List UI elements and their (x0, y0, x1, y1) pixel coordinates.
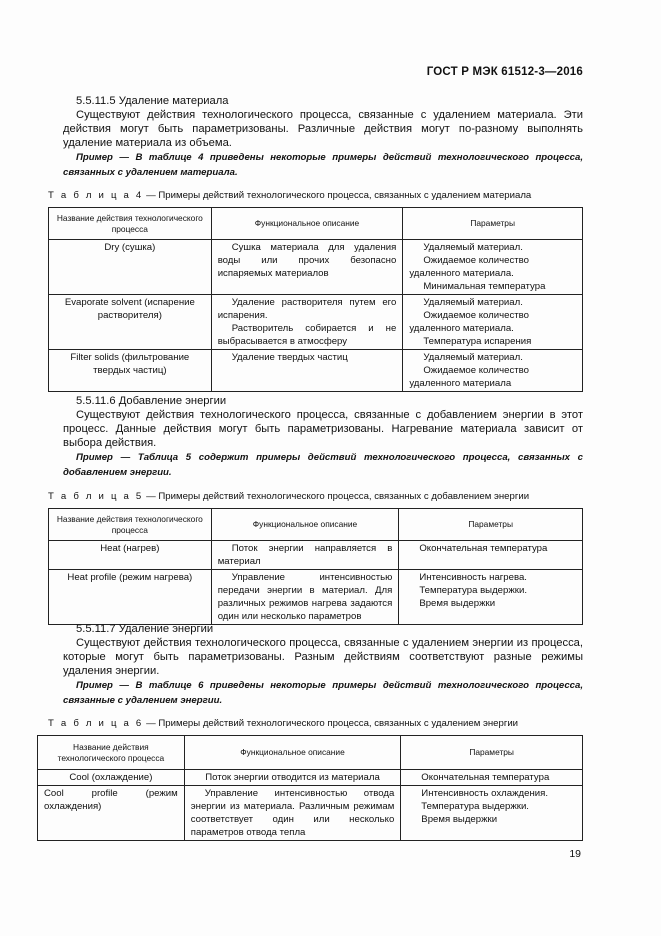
table-row (38, 770, 583, 786)
action-name-cell: Heat (нагрев) (49, 541, 212, 570)
parameters-cell: Окончательная температура (401, 770, 583, 786)
table-4-caption (48, 190, 588, 201)
action-name-cell: Heat profile (режим нагрева) (49, 570, 212, 625)
action-name-cell: Evaporate solvent (испарение растворителя) (49, 295, 212, 350)
description-cell: Удаление твердых частиц (211, 350, 403, 392)
table-4-caption-text: — Примеры действий технологического процесса, связанных с удалением материала (143, 190, 532, 201)
table-header-cell: Функциональное описание (211, 509, 399, 541)
description-cell: Поток энергии направляется в материал (211, 541, 399, 570)
section-paragraph-energy-addition: Существуют действия технологического процесса, связанные с добавлением энергии в этот процесс. Данные действия могут быть параметризованы. Нагревание материала зависит от выбора действия. (63, 409, 583, 449)
table-header-row (49, 208, 583, 240)
table-5 (48, 508, 583, 625)
example-note-table-6: Пример — В таблице 6 приведены некоторые примеры действий технологического процесса, связанные с удалением энергии. (63, 680, 583, 706)
parameters-cell: Интенсивность нагрева. Температура выдержки. Время выдержки (399, 570, 583, 625)
section-heading-energy-addition: 5.5.11.6 Добавление энергии (76, 395, 227, 407)
section-heading-energy-removal: 5.5.11.7 Удаление энергии (76, 623, 214, 635)
table-header-row (49, 509, 583, 541)
table-header-cell: Параметры (403, 208, 583, 240)
table-header-cell: Название действия технологического процесса (38, 736, 185, 770)
example-note-table-4: Пример — В таблице 4 приведены некоторые примеры действий технологического процесса, связанных с удалением материала. (63, 152, 583, 178)
example-note-table-5: Пример — Таблица 5 содержит примеры действий технологического процесса, связанных с добавлением энергии. (63, 452, 583, 478)
table-header-cell: Название действия технологического процесса (49, 509, 212, 541)
table-5-caption-label: Т а б л и ц а 5 (48, 491, 144, 502)
action-name-cell: Filter solids (фильтрование твердых частиц) (49, 350, 212, 392)
document-header-id: ГОСТ Р МЭК 61512-3—2016 (426, 66, 583, 78)
description-cell: Удаление растворителя путем его испарения. Растворитель собирается и не выбрасывается в атмосферу (211, 295, 403, 350)
description-cell: Управление интенсивностью передачи энергии в материал. Для различных режимов нагрева задаются один или несколько параметров (211, 570, 399, 625)
table-6-caption-label: Т а б л и ц а 6 (48, 718, 144, 729)
table-header-cell: Название действия технологического процесса (49, 208, 212, 240)
table-header-cell: Функциональное описание (211, 208, 403, 240)
description-cell: Сушка материала для удаления воды или прочих безопасно испаряемых материалов (211, 240, 403, 295)
parameters-cell: Интенсивность охлаждения. Температура выдержки. Время выдержки (401, 786, 583, 841)
section-paragraph-material-removal: Существуют действия технологического процесса, связанные с удалением материала. Эти действия могут быть параметризованы. Различные действия могут по-разному выполнять удаление материала из объема. (63, 109, 583, 149)
table-row (38, 786, 583, 841)
parameters-cell: Окончательная температура (399, 541, 583, 570)
table-5-caption (48, 491, 588, 502)
table-row (49, 350, 583, 392)
table-header-row (38, 736, 583, 770)
table-row (49, 295, 583, 350)
table-header-cell: Параметры (401, 736, 583, 770)
description-cell: Управление интенсивностью отвода энергии из материала. Различным режимам соответствует один или несколько параметров отвода тепла (184, 786, 401, 841)
action-name-cell: Dry (сушка) (49, 240, 212, 295)
table-5-caption-text: — Примеры действий технологического процесса, связанных с добавлением энергии (143, 491, 530, 502)
page-number: 19 (569, 848, 581, 860)
table-header-cell: Функциональное описание (184, 736, 401, 770)
table-6-caption-text: — Примеры действий технологического процесса, связанных с удалением энергии (143, 718, 519, 729)
action-name-cell: Cool (охлаждение) (38, 770, 185, 786)
table-row (49, 570, 583, 625)
table-header-cell: Параметры (399, 509, 583, 541)
action-name-cell: Cool profile (режим охлаждения) (38, 786, 185, 841)
parameters-cell: Удаляемый материал. Ожидаемое количество удаленного материала. Минимальная температура (403, 240, 583, 295)
table-6 (37, 735, 583, 841)
parameters-cell: Удаляемый материал. Ожидаемое количество удаленного материала. Температура испарения (403, 295, 583, 350)
section-heading-material-removal: 5.5.11.5 Удаление материала (76, 95, 229, 107)
table-row (49, 240, 583, 295)
table-6-caption (48, 718, 588, 729)
description-cell: Поток энергии отводится из материала (184, 770, 401, 786)
parameters-cell: Удаляемый материал. Ожидаемое количество удаленного материала (403, 350, 583, 392)
table-4-caption-label: Т а б л и ц а 4 (48, 190, 144, 201)
section-paragraph-energy-removal: Существуют действия технологического процесса, связанные с удалением энергии из процесса, которые могут быть параметризованы. Разным действиям соответствуют разные режимы удаления энергии. (63, 637, 583, 677)
table-4 (48, 207, 583, 392)
table-row (49, 541, 583, 570)
